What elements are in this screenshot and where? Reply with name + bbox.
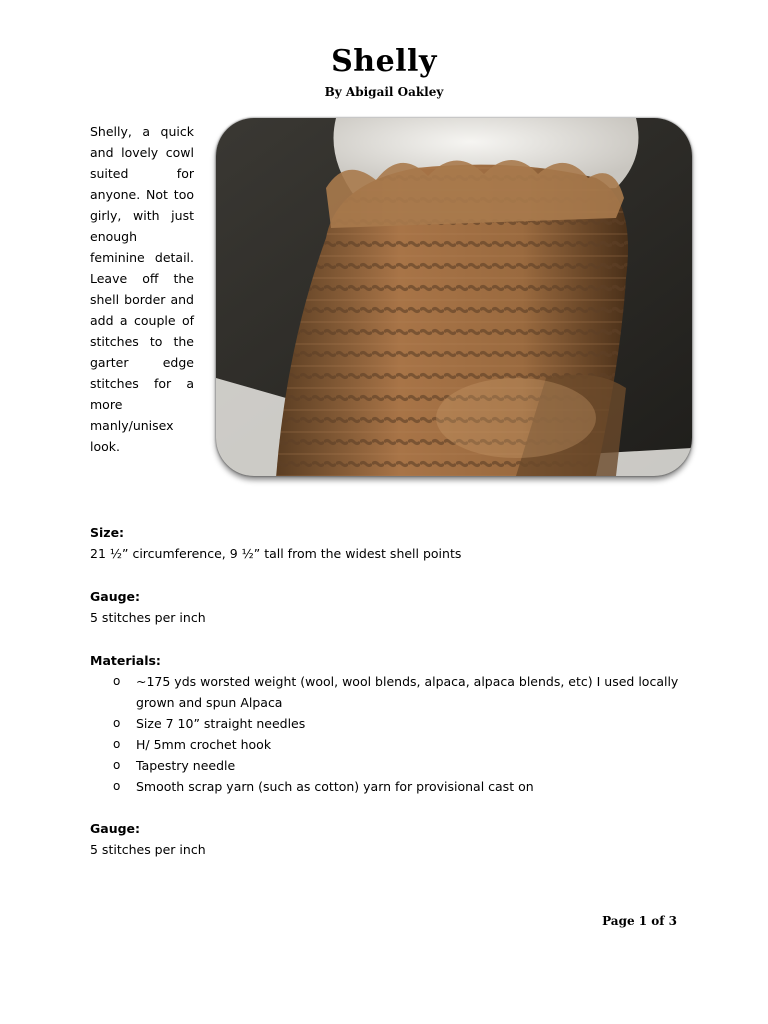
bullet-icon: o [113,737,121,751]
list-item [90,671,690,713]
list-item [90,713,690,734]
author-byline: By Abigail Oakley [324,85,444,99]
material-text: Tapestry needle [136,758,236,773]
gauge-text: 5 stitches per inch [90,842,206,857]
size-section [90,522,461,564]
materials-list [90,671,690,797]
gauge-text: 5 stitches per inch [90,610,206,625]
size-label: Size: [90,525,125,540]
material-text: ~175 yds worsted weight (wool, wool blends, alpaca, alpaca blends, etc) I used locally grown and spun Alpaca [136,674,679,710]
material-text: Size 7 10” straight needles [136,716,306,731]
cowl-illustration [216,118,692,476]
gauge-section [90,586,206,628]
materials-heading [90,650,161,671]
gauge-label: Gauge: [90,821,141,836]
bullet-icon: o [113,716,121,730]
list-item [90,755,690,776]
page-number: Page 1 of 3 [602,914,677,928]
gauge-section-repeat [90,818,206,860]
cowl-photo [216,118,692,476]
size-text: 21 ½” circumference, 9 ½” tall from the widest shell points [90,546,462,561]
material-text: Smooth scrap yarn (such as cotton) yarn for provisional cast on [136,779,534,794]
material-text: H/ 5mm crochet hook [136,737,272,752]
list-item [90,776,690,797]
bullet-icon: o [113,779,121,793]
list-item [90,734,690,755]
bullet-icon: o [113,758,121,772]
intro-paragraph: Shelly, a quick and lovely cowl suited for anyone. Not too girly, with just enough feminine detail. Leave off the shell border and add a couple of stitches to the garter edge stitches for a more manly/unisex look. [90,124,194,454]
document-title: Shelly [331,44,437,79]
bullet-icon: o [113,674,121,688]
gauge-label: Gauge: [90,589,141,604]
materials-label: Materials: [90,653,161,668]
